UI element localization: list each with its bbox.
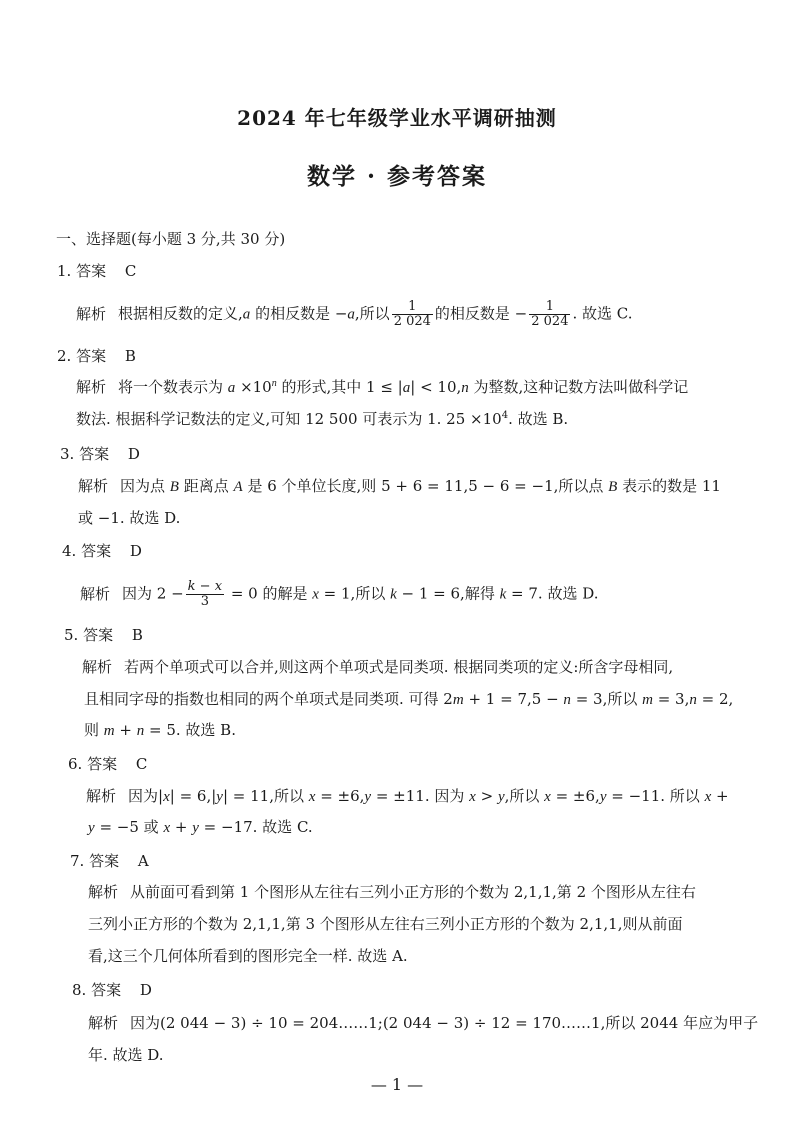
superscript: 4 <box>501 410 509 421</box>
var: B <box>169 479 179 495</box>
var: y <box>216 789 223 805</box>
q7-analysis-line2: 三列小正方形的个数为 2,1,1,第 3 个图形从左往右三列小正方形的个数为 2,1,1,则从前面 <box>88 915 683 933</box>
analysis-label: 解析 <box>82 658 113 676</box>
q3-number: 3. <box>60 445 75 463</box>
q5-number: 5. <box>64 626 79 644</box>
q5-answer: B <box>131 626 143 644</box>
q6-analysis-line2 <box>88 816 313 839</box>
q1-answer-row <box>57 260 136 281</box>
q2-text: 将一个数表示为 <box>118 378 228 396</box>
var: x <box>163 789 170 805</box>
q6-number: 6. <box>68 755 83 773</box>
var: m <box>452 692 464 708</box>
q8-answer-row <box>72 979 152 1000</box>
analysis-label: 解析 <box>80 584 111 603</box>
q7-number: 7. <box>70 852 85 870</box>
q3-text: 距离点 <box>178 477 234 495</box>
var: n <box>689 692 697 708</box>
var: n <box>461 380 469 396</box>
q6-text: 因为| <box>128 787 164 805</box>
var: x <box>312 586 319 603</box>
q5-text: = 3,所以 <box>570 690 643 708</box>
q2-analysis-line1 <box>76 376 688 399</box>
var: y <box>88 820 95 836</box>
q3-text: 因为点 <box>120 477 170 495</box>
q2-text: ×10 <box>235 378 272 396</box>
answer-label: 答案 <box>76 347 107 365</box>
q2-answer-row <box>57 345 136 366</box>
q1-text: ,所以 <box>354 304 390 323</box>
q5-answer-row <box>64 624 143 645</box>
q2-text: 数法. 根据科学记数法的定义,可知 12 500 可表示为 1. 25 ×10 <box>76 410 502 428</box>
q2-number: 2. <box>57 347 72 365</box>
analysis-label: 解析 <box>88 883 119 901</box>
page-subtitle: 数学 · 参考答案 <box>306 163 488 190</box>
q4-text: − 1 = 6,解得 <box>396 584 500 603</box>
var: y <box>599 789 607 805</box>
q1-text: 根据相反数的定义, <box>118 304 243 323</box>
q7-answer-row <box>70 850 149 871</box>
q6-text: | = 11,所以 <box>222 787 309 805</box>
var: x <box>704 789 712 805</box>
answer-label: 答案 <box>89 852 120 870</box>
analysis-label: 解析 <box>88 1014 119 1032</box>
var: k <box>390 586 397 603</box>
var: n <box>136 723 145 739</box>
analysis-label: 解析 <box>86 787 117 805</box>
q4-text: = 7. 故选 D. <box>506 584 599 603</box>
q3-analysis-line1 <box>78 475 721 498</box>
fraction-denominator: 3 <box>200 594 209 609</box>
analysis-label: 解析 <box>76 304 107 323</box>
q6-text: = −11. 所以 <box>606 787 705 805</box>
q4-analysis <box>80 580 599 609</box>
q2-text: . 故选 B. <box>508 410 569 428</box>
q5-text: + 1 = 7,5 − <box>463 690 564 708</box>
var: x <box>469 789 476 805</box>
q2-analysis-line2 <box>76 408 568 430</box>
page-number: — 1 — <box>370 1075 424 1094</box>
q6-text: ,所以 <box>504 787 545 805</box>
q5-analysis-line3 <box>84 719 236 742</box>
q1-number: 1. <box>57 262 72 280</box>
var: a <box>347 306 355 323</box>
var: x <box>163 820 171 836</box>
analysis-label: 解析 <box>78 477 109 495</box>
fraction <box>529 300 570 329</box>
q3-answer: D <box>127 445 140 463</box>
q6-text: = −17. 故选 C. <box>198 818 313 836</box>
fraction-denominator: 2 024 <box>531 314 569 329</box>
var: y <box>364 789 372 805</box>
var: k <box>499 586 507 603</box>
q6-answer: C <box>135 755 148 773</box>
q7-answer: A <box>137 852 149 870</box>
fraction <box>186 580 224 609</box>
q7-analysis-line1 <box>88 881 696 903</box>
var: B <box>608 479 618 495</box>
answer-label: 答案 <box>81 542 112 560</box>
q5-text: = 5. 故选 B. <box>144 721 236 739</box>
section-heading: 一、选择题(每小题 3 分,共 30 分) <box>56 230 286 248</box>
var: y <box>497 789 505 805</box>
q2-text: | < 10, <box>410 378 462 396</box>
q6-text: = ±6, <box>315 787 365 805</box>
q6-text: > <box>475 787 498 805</box>
var: a <box>402 380 411 396</box>
var: x <box>544 789 551 805</box>
q1-text: 的相反数是 − <box>250 304 348 323</box>
q6-text: | = 6,| <box>169 787 217 805</box>
answer-label: 答案 <box>91 981 122 999</box>
q3-analysis-line2: 或 −1. 故选 D. <box>78 509 181 527</box>
q8-analysis-line1 <box>88 1012 758 1034</box>
q6-analysis-line1 <box>86 785 729 808</box>
q2-answer: B <box>124 347 136 365</box>
q5-analysis-line1 <box>82 656 673 678</box>
analysis-label: 解析 <box>76 378 107 396</box>
q3-text: 表示的数是 11 <box>617 477 721 495</box>
q4-number: 4. <box>62 542 77 560</box>
q6-text: = ±6, <box>550 787 600 805</box>
q8-number: 8. <box>72 981 87 999</box>
q2-text: 的形式,其中 1 ≤ | <box>276 378 403 396</box>
q7-analysis-line3: 看,这三个几何体所看到的图形完全一样. 故选 A. <box>88 947 408 965</box>
q5-text: 若两个单项式可以合并,则这两个单项式是同类项. 根据同类项的定义:所含字母相同, <box>124 658 674 676</box>
q1-answer: C <box>124 262 137 280</box>
var: n <box>563 692 571 708</box>
q3-answer-row <box>60 443 140 464</box>
q5-text: = 3, <box>652 690 690 708</box>
q4-text: = 1,所以 <box>318 584 391 603</box>
q6-text: = ±11. 因为 <box>371 787 470 805</box>
q5-text: 且相同字母的指数也相同的两个单项式是同类项. 可得 2 <box>84 690 453 708</box>
var: y <box>192 820 199 836</box>
q8-analysis-line2: 年. 故选 D. <box>88 1046 164 1064</box>
q7-text: 从前面可看到第 1 个图形从左往右三列小正方形的个数为 2,1,1,第 2 个图形从左往右 <box>130 883 696 901</box>
var: x <box>308 789 316 805</box>
fraction-numerator: 1 <box>392 300 433 315</box>
var: a <box>242 306 251 323</box>
q1-text: . 故选 C. <box>572 304 633 323</box>
var: m <box>103 723 115 739</box>
var: m <box>642 692 653 708</box>
q4-answer-row <box>62 540 142 561</box>
q4-answer: D <box>129 542 142 560</box>
var: A <box>233 479 243 495</box>
q8-answer: D <box>139 981 152 999</box>
fraction-numerator: k − x <box>187 579 223 594</box>
answer-label: 答案 <box>76 262 107 280</box>
q6-text: = −5 或 <box>94 818 164 836</box>
var: n <box>271 378 277 389</box>
q6-answer-row <box>68 753 147 774</box>
answer-label: 答案 <box>87 755 118 773</box>
q8-text: 因为(2 044 − 3) ÷ 10 = 204……1;(2 044 − 3) ÷ 12 = 170……1,所以 2044 年应为甲子 <box>130 1014 759 1032</box>
q2-text: 为整数,这种记数方法叫做科学记 <box>468 378 689 396</box>
q1-analysis <box>76 300 632 329</box>
fraction <box>392 300 433 329</box>
var: a <box>227 380 236 396</box>
fraction-numerator: 1 <box>529 300 570 315</box>
fraction-denominator: 2 024 <box>393 314 431 329</box>
q4-text: 因为 2 − <box>122 584 184 603</box>
q6-text: + <box>170 818 193 836</box>
q5-text: + <box>114 721 137 739</box>
q5-text: = 2, <box>696 690 734 708</box>
page-title: 2024 年七年级学业水平调研抽测 <box>237 106 557 130</box>
q5-text: 则 <box>84 721 104 739</box>
q6-text: + <box>711 787 729 805</box>
q4-text: = 0 的解是 <box>226 584 313 603</box>
q3-text: 是 6 个单位长度,则 5 + 6 = 11,5 − 6 = −1,所以点 <box>242 477 609 495</box>
answer-label: 答案 <box>83 626 114 644</box>
q1-text: 的相反数是 − <box>434 304 528 323</box>
answer-label: 答案 <box>79 445 110 463</box>
q5-analysis-line2 <box>84 688 733 711</box>
